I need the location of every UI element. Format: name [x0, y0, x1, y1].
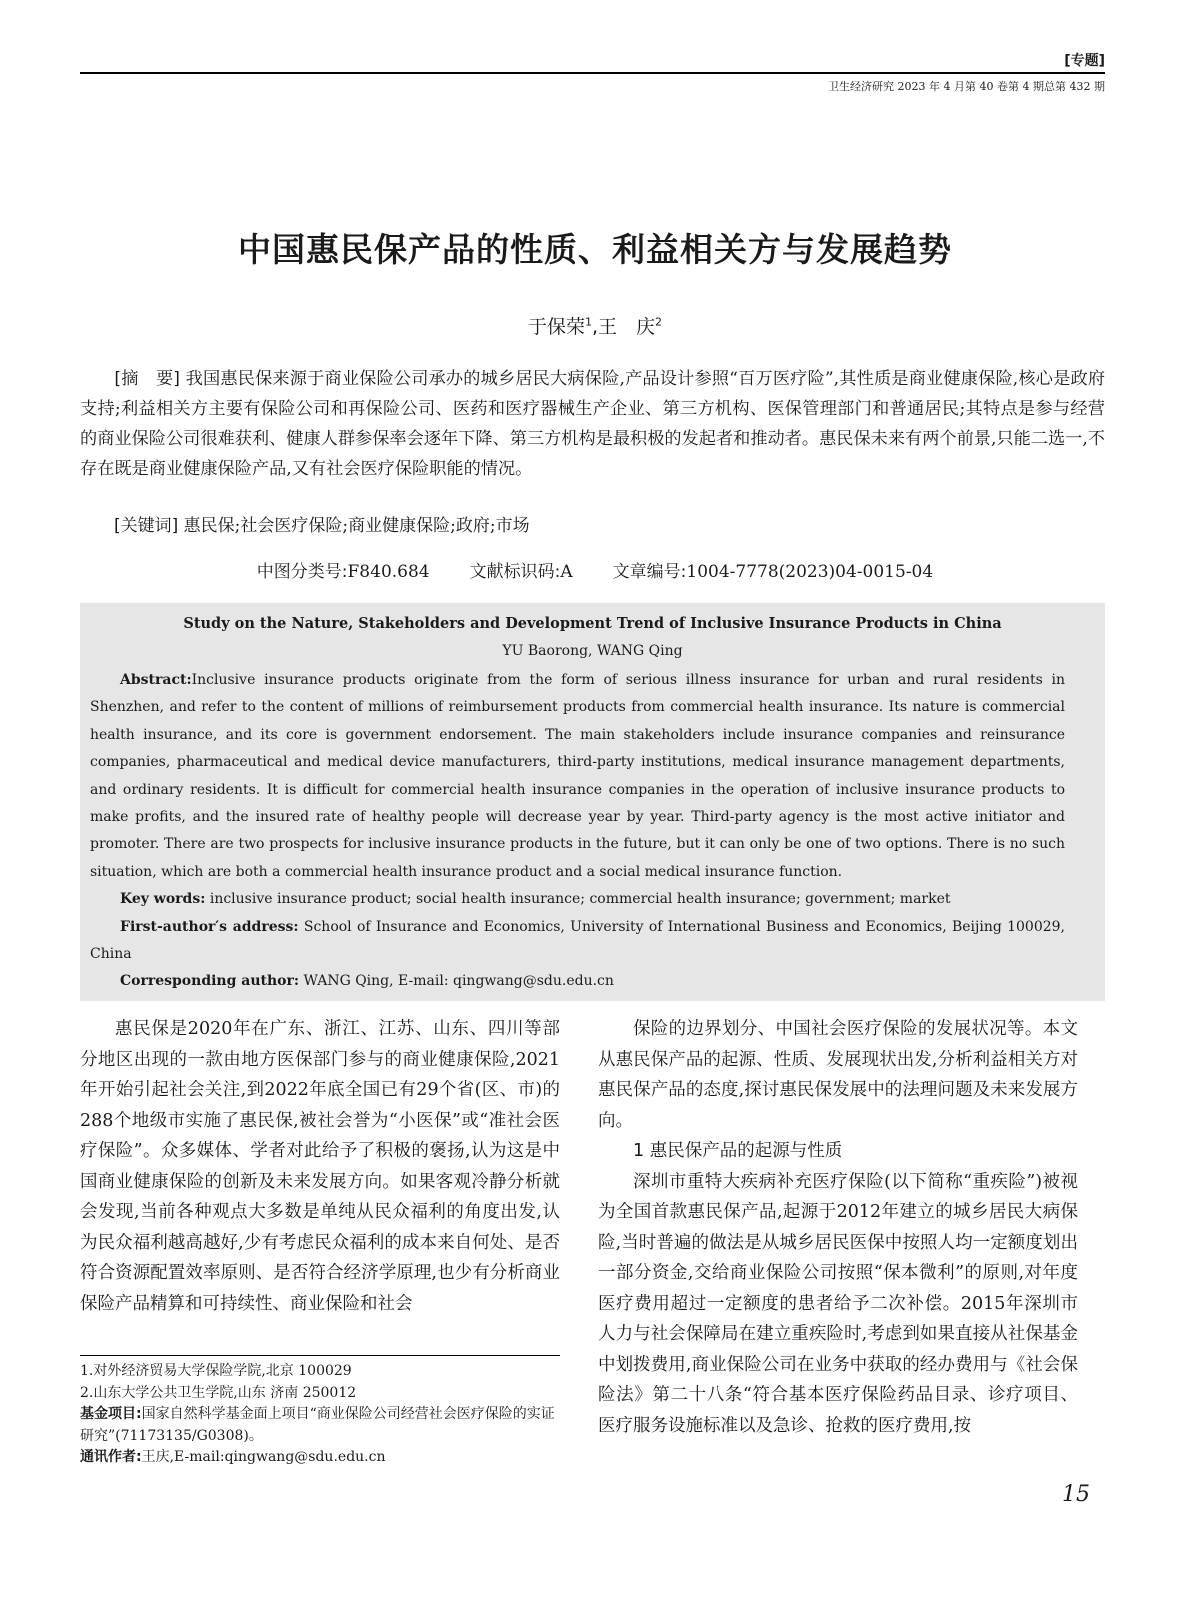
body-paragraph: 保险的边界划分、中国社会医疗保险的发展状况等。本文从惠民保产品的起源、性质、发展现状出发,分析利益相关方对惠民保产品的态度,探讨惠民保发展中的法理问题及未来发展方向。	[598, 1019, 1078, 1131]
doc-code-value: A	[560, 562, 573, 582]
english-keywords: inclusive insurance product; social health insurance; commercial health insurance; government; market	[209, 891, 951, 908]
english-abstract-body	[90, 667, 1065, 996]
header-rule	[80, 72, 1105, 74]
footnote-affiliation-1: 1.对外经济贸易大学保险学院,北京 100029	[80, 1363, 352, 1379]
author-1: 于保荣	[527, 316, 585, 338]
body-left-column	[80, 1014, 560, 1319]
footnote-affiliation-2: 2.山东大学公共卫生学院,山东 济南 250012	[80, 1384, 357, 1401]
author-1-affiliation: 1	[584, 315, 592, 329]
corresponding-label: 通讯作者:	[80, 1449, 142, 1465]
keywords-cn-label: [关键词]	[114, 516, 179, 536]
english-keywords-label: Key words:	[120, 891, 206, 908]
english-title: Study on the Nature, Stakeholders and Development Trend of Inclusive Insurance Products in China	[183, 615, 1002, 632]
page-number: 15	[1062, 1482, 1090, 1507]
footnote-funding	[80, 1404, 560, 1447]
corresponding-text: 王庆,E-mail:qingwang@sdu.edu.cn	[141, 1449, 386, 1465]
footnotes	[80, 1361, 560, 1469]
body-paragraph: 深圳市重特大疾病补充医疗保险(以下简称“重疾险”)被视为全国首款惠民保产品,起源于2012年建立的城乡居民大病保险,当时普遍的做法是从城乡居民医保中按照人均一定额度划出一部分资金,交给商业保险公司按照“保本微利”的原则,对年度医疗费用超过一定额度的患者给予二次补偿。2015年深圳市人力与社会保障局在建立重疾险时,考虑到如果直接从社保基金中划拨费用,商业保险公司在业务中获取的经办费用与《社会保险法》第二十八条“符合基本医疗保险药品目录、诊疗项目、医疗服务设施标准以及急诊、抢救的医疗费用,按	[598, 1171, 1078, 1436]
author-separator: ,	[591, 316, 599, 338]
author-line	[0, 312, 1190, 339]
article-no-label: 文章编号:	[612, 562, 687, 582]
english-abstract-box	[80, 603, 1105, 1001]
author-2-affiliation: 2	[655, 315, 663, 329]
funding-label: 基金项目:	[80, 1406, 142, 1422]
english-abstract-label: Abstract:	[120, 672, 192, 688]
classification-line	[0, 557, 1190, 582]
footnote-rule	[80, 1355, 560, 1356]
footnote-corresponding	[80, 1447, 560, 1469]
keywords-cn-text: 惠民保;社会医疗保险;商业健康保险;政府;市场	[183, 516, 530, 536]
doc-code-label: 文献标识码:	[469, 562, 561, 582]
corresponding-author-label: Corresponding author:	[120, 973, 300, 990]
first-author-address-label: First-author′s address:	[120, 918, 299, 935]
english-authors: YU Baorong, WANG Qing	[502, 643, 683, 659]
first-author-address: School of Insurance and Economics, University of International Business and Economics, Beijing 100029, China	[90, 918, 1065, 963]
body-right-column	[598, 1014, 1078, 1441]
clc-value: F840.684	[347, 562, 430, 582]
english-abstract-text: Inclusive insurance products originate from the form of serious illness insurance for urban and rural residents in Shenzhen, and refer to the content of millions of reimbursement products from commercial health insurance. Its nature is commercial health insurance, and its core is government endorsement. The main stakeholders include insurance companies and reinsurance companies, pharmaceutical and medical device manufacturers, third-party institutions, medical insurance management departments, and ordinary residents. It is difficult for commercial health insurance companies in the operation of inclusive insurance products to make profits, and the insured rate of healthy people will decrease year by year. Third-party agency is the most active initiator and promoter. There are two prospects for inclusive insurance products in the future, but it can only be one of two options. There is no such situation, which are both a commercial health insurance product and a social medical insurance function.	[90, 672, 1065, 880]
article-no-value: 1004-7778(2023)04-0015-04	[686, 562, 934, 582]
article-title: 中国惠民保产品的性质、利益相关方与发展趋势	[238, 230, 952, 269]
corresponding-author: WANG Qing, E-mail: qingwang@sdu.edu.cn	[303, 973, 614, 990]
keywords-cn	[80, 514, 1105, 538]
section-tag: [专题]	[1064, 53, 1105, 69]
abstract-cn-text: 我国惠民保来源于商业保险公司承办的城乡居民大病保险,产品设计参照“百万医疗险”,其性质是商业健康保险,核心是政府支持;利益相关方主要有保险公司和再保险公司、医药和医疗器械生产企业、第三方机构、医保管理部门和普通居民;其特点是参与经营的商业保险公司很难获利、健康人群参保率会逐年下降、第三方机构是最积极的发起者和推动者。惠民保未来有两个前景,只能二选一,不存在既是商业健康保险产品,又有社会医疗保险职能的情况。	[80, 369, 1106, 479]
section-1-heading: 1 惠民保产品的起源与性质	[633, 1141, 843, 1161]
abstract-cn-label: [摘 要]	[114, 369, 181, 389]
journal-info: 卫生经济研究 2023 年 4 月第 40 卷第 4 期总第 432 期	[828, 80, 1105, 93]
clc-label: 中图分类号:	[256, 562, 348, 582]
abstract-cn	[80, 364, 1105, 484]
author-2: 王 庆	[598, 316, 656, 338]
funding-text: 国家自然科学基金面上项目“商业保险公司经营社会医疗保险的实证研究”(71173135/G0308)。	[80, 1406, 555, 1444]
body-paragraph: 惠民保是2020年在广东、浙江、江苏、山东、四川等部分地区出现的一款由地方医保部门参与的商业健康保险,2021年开始引起社会关注,到2022年底全国已有29个省(区、市)的288个地级市实施了惠民保,被社会誉为“小医保”或“准社会医疗保险”。众多媒体、学者对此给予了积极的褒扬,认为这是中国商业健康保险的创新及未来发展方向。如果客观冷静分析就会发现,当前各种观点大多数是单纯从民众福利的角度出发,认为民众福利越高越好,少有考虑民众福利的成本来自何处、是否符合资源配置效率原则、是否符合经济学原理,也少有分析商业保险产品精算和可持续性、商业保险和社会	[80, 1019, 560, 1314]
